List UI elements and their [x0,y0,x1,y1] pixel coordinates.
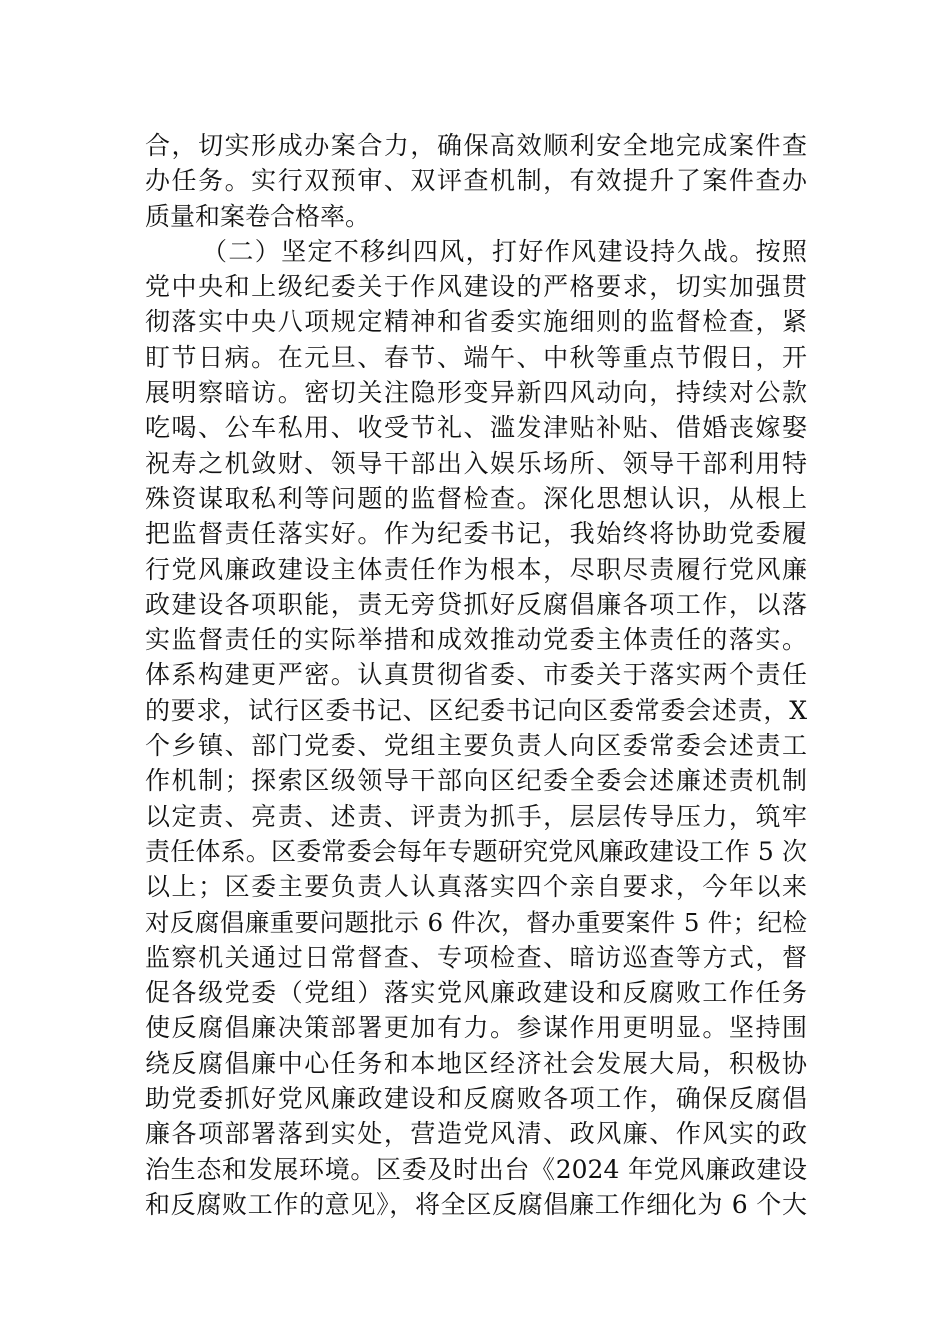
text-line: 把监督责任落实好。作为纪委书记，我始终将协助党委履 [145,519,807,549]
text-line: 彻落实中央八项规定精神和省委实施细则的监督检查，紧 [145,307,807,337]
text-line: 以定责、亮责、述责、评责为抓手，层层传导压力，筑牢 [145,801,807,831]
text-line: 个乡镇、部门党委、党组主要负责人向区委常委会述责工 [145,731,807,761]
text-line: 党中央和上级纪委关于作风建设的严格要求，切实加强贯 [145,272,807,302]
text-line: 对反腐倡廉重要问题批示 6 件次，督办重要案件 5 件；纪检 [145,907,807,937]
text-line: 和反腐败工作的意见》，将全区反腐倡廉工作细化为 6 个大 [145,1189,807,1219]
text-line: 盯节日病。在元旦、春节、端午、中秋等重点节假日，开 [145,342,807,372]
text-line: 合，切实形成办案合力，确保高效顺利安全地完成案件查 [145,131,807,160]
text-line: 作机制；探索区级领导干部向区纪委全委会述廉述责机制 [145,766,807,796]
text-line: 体系构建更严密。认真贯彻省委、市委关于落实两个责任 [145,660,807,690]
text-line: 实监督责任的实际举措和成效推动党委主体责任的落实。 [145,625,807,655]
text-line: 廉各项部署落到实处，营造党风清、政风廉、作风实的政 [145,1119,807,1149]
text-line: 责任体系。区委常委会每年专题研究党风廉政建设工作 5 次 [145,836,807,866]
text-line: 监察机关通过日常督查、专项检查、暗访巡查等方式，督 [145,942,807,972]
text-line: 助党委抓好党风廉政建设和反腐败各项工作，确保反腐倡 [145,1084,807,1114]
body-text [145,128,807,1222]
text-line: 促各级党委（党组）落实党风廉政建设和反腐败工作任务 [145,978,807,1008]
text-line: 祝寿之机敛财、领导干部出入娱乐场所、领导干部利用特 [145,448,807,478]
text-line: 质量和案卷合格率。 [145,201,371,231]
text-line: 的要求，试行区委书记、区纪委书记向区委常委会述责，X [145,695,807,725]
text-line: 吃喝、公车私用、收受节礼、滥发津贴补贴、借婚丧嫁娶 [145,413,807,443]
text-line: 行党风廉政建设主体责任作为根本，尽职尽责履行党风廉 [145,554,807,584]
text-line: 政建设各项职能，责无旁贷抓好反腐倡廉各项工作，以落 [145,589,807,619]
text-line: 办任务。实行双预审、双评查机制，有效提升了案件查办 [145,166,807,196]
text-line: 展明察暗访。密切关注隐形变异新四风动向，持续对公款 [145,378,807,408]
text-line: 以上；区委主要负责人认真落实四个亲自要求，今年以来 [145,872,807,902]
text-line: 殊资谋取私利等问题的监督检查。深化思想认识，从根上 [145,483,807,513]
text-line: 绕反腐倡廉中心任务和本地区经济社会发展大局，积极协 [145,1048,807,1078]
text-line: 使反腐倡廉决策部署更加有力。参谋作用更明显。坚持围 [145,1013,807,1043]
section-heading-line: （二）坚定不移纠四风，打好作风建设持久战。按照 [202,236,807,266]
text-line: 治生态和发展环境。区委及时出台《2024 年党风廉政建设 [145,1154,807,1184]
